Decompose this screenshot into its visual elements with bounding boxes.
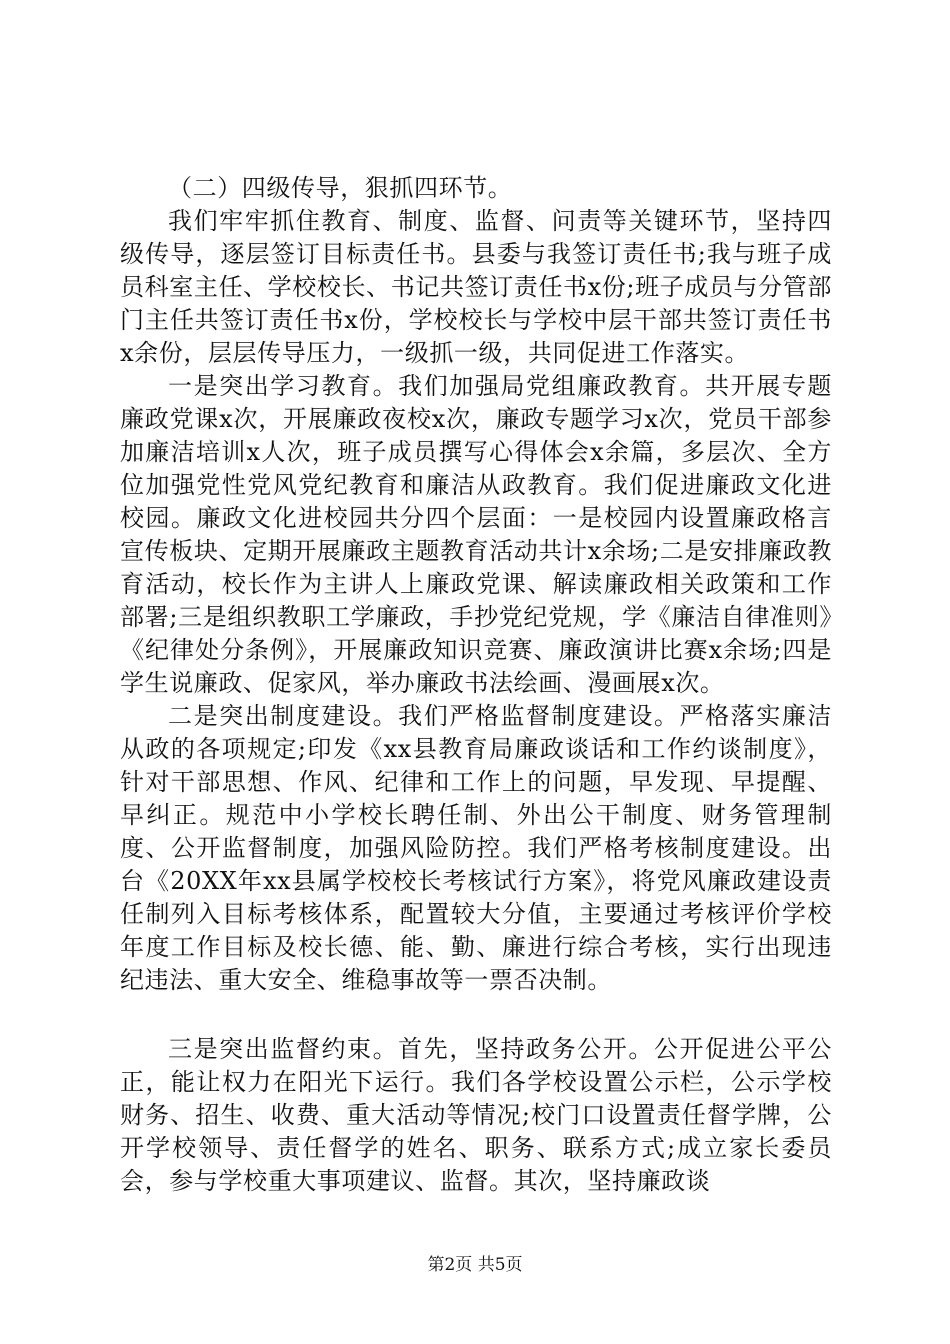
paragraph-education: 一是突出学习教育。我们加强局党组廉政教育。共开展专题廉政党课x次，开展廉政夜校x次，廉政专题学习x次，党员干部参加廉洁培训x人次，班子成员撰写心得体会x余篇，多层次、全方位加强党性党风党纪教育和廉洁从政教育。我们促进廉政文化进校园。廉政文化进校园共分四个层面：一是校园内设置廉政格言宣传板块、定期开展廉政主题教育活动共计x余场;二是安排廉政教育活动，校长作为主讲人上廉政党课、解读廉政相关政策和工作部署;三是组织教职工学廉政，手抄党纪党规，学《廉洁自律准则》《纪律处分条例》，开展廉政知识竞赛、廉政演讲比赛x余场;四是学生说廉政、促家风，举办廉政书法绘画、漫画展x次。	[120, 372, 832, 697]
paragraph-responsibility: 我们牢牢抓住教育、制度、监督、问责等关键环节，坚持四级传导，逐层签订目标责任书。县委与我签订责任书;我与班子成员科室主任、学校校长、书记共签订责任书x份;班子成员与分管部门主任共签订责任书x份，学校校长与学校中层干部共签订责任书x余份，层层传导压力，一级抓一级，共同促进工作落实。	[120, 207, 832, 367]
section-heading: （二）四级传导，狠抓四环节。	[168, 174, 513, 202]
paragraph-supervision: 三是突出监督约束。首先，坚持政务公开。公开促进公平公正，能让权力在阳光下运行。我们各学校设置公示栏，公示学校财务、招生、收费、重大活动等情况;校门口设置责任督学牌，公开学校领导、责任督学的姓名、职务、联系方式;成立家长委员会，参与学校重大事项建议、监督。其次，坚持廉政谈	[120, 1035, 832, 1195]
document-body	[120, 172, 832, 1198]
page-number-footer: 第2页 共5页	[427, 1255, 523, 1275]
paragraph-institution: 二是突出制度建设。我们严格监督制度建设。严格落实廉洁从政的各项规定;印发《xx县教育局廉政谈话和工作约谈制度》，针对干部思想、作风、纪律和工作上的问题，早发现、早提醒、早纠正。规范中小学校长聘任制、外出公干制度、财务管理制度、公开监督制度，加强风险防控。我们严格考核制度建设。出台《20XX年xx县属学校校长考核试行方案》，将党风廉政建设责任制列入目标考核体系，配置较大分值，主要通过考核评价学校年度工作目标及校长德、能、勤、廉进行综合考核，实行出现违纪违法、重大安全、维稳事故等一票否决制。	[120, 702, 832, 994]
